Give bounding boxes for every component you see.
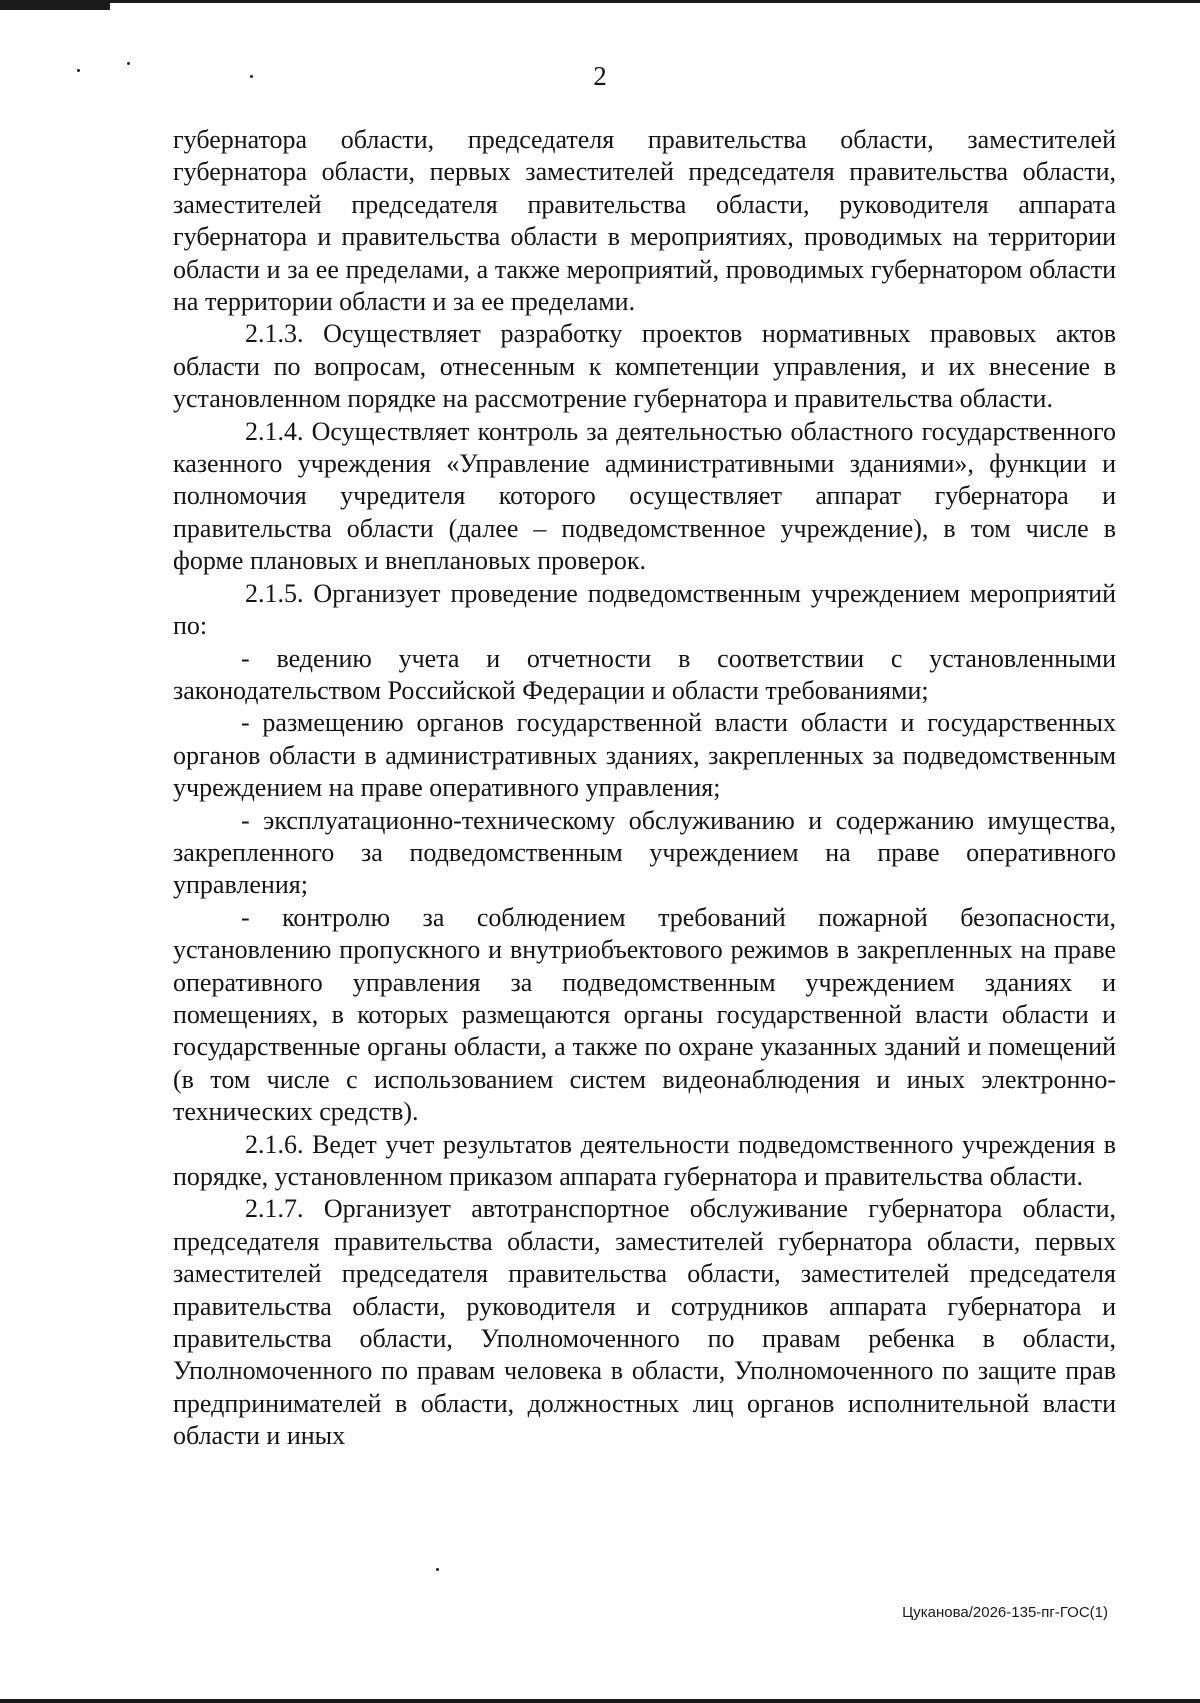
scan-edge-bottom [0,1699,1200,1703]
paragraph-2-1-3: 2.1.3. Осуществляет разработку проектов нормативных правовых актов области по вопросам, отнесенным к компетенции управления, и их внесение в установленном порядке на рассмотрение губернатора и правительства области. [173,319,1116,414]
paragraph-2-1-6: 2.1.6. Ведет учет результатов деятельности подведомственного учреждения в порядке, установленном приказом аппарата губернатора и правительства области. [173,1129,1116,1191]
scan-edge-top-corner [0,0,110,10]
document-code: Цуканова/2026-135-пг-ГОС(1) [902,1604,1108,1621]
paragraph-2-1-7: 2.1.7. Организует автотранспортное обслуживание губернатора области, председателя правительства области, заместителей губернатора области, первых заместителей председателя правительства области, заместителей председателя правительства области, руководителя и сотрудников аппарата губернатора и правительства области, Уполномоченного по правам ребенка в области, Уполномоченного по правам человека в области, Уполномоченного по защите прав предпринимателей в области, должностных лиц органов исполнительной власти области и иных [173,1194,1116,1451]
scan-speck [436,1568,439,1571]
scan-edge-top [0,0,1200,3]
paragraph-continuation: губернатора области, председателя правительства области, заместителей губернатора области, первых заместителей председателя правительства области, заместителей председателя правительства области, руководителя аппарата губернатора и правительства области в мероприятиях, проводимых на территории области и за ее пределами, а также мероприятий, проводимых губернатором области на территории области и за ее пределами. [173,125,1116,317]
list-item-maintenance: - эксплуатационно-техническому обслуживанию и содержанию имущества, закрепленного за подведомственным учреждением на праве оперативного управления; [173,805,1116,900]
list-item-placement: - размещению органов государственной власти области и государственных органов области в административных зданиях, закрепленных за подведомственным учреждением на праве оперативного управления; [173,708,1116,803]
document-body [173,124,1116,1453]
paragraph-2-1-4: 2.1.4. Осуществляет контроль за деятельностью областного государственного казенного учреждения «Управление административными зданиями», функции и полномочия учредителя которого осуществляет аппарат губернатора и правительства области (далее – подведомственное учреждение), в том числе в форме плановых и внеплановых проверок. [173,416,1116,576]
list-item-security-control: - контролю за соблюдением требований пожарной безопасности, установлению пропускного и внутриобъектового режимов в закрепленных на праве оперативного управления за подведомственным учреждением зданиях и помещениях, в которых размещаются органы государственной власти области и государственные органы области, а также по охране указанных зданий и помещений (в том числе с использованием систем видеонаблюдения и иных электронно-технических средств). [173,902,1116,1127]
list-item-accounting: - ведению учета и отчетности в соответствии с установленными законодательством Российской Федерации и области требованиями; [173,643,1116,705]
paragraph-2-1-5: 2.1.5. Организует проведение подведомственным учреждением мероприятий по: [173,578,1116,641]
page-number: 2 [593,61,607,91]
